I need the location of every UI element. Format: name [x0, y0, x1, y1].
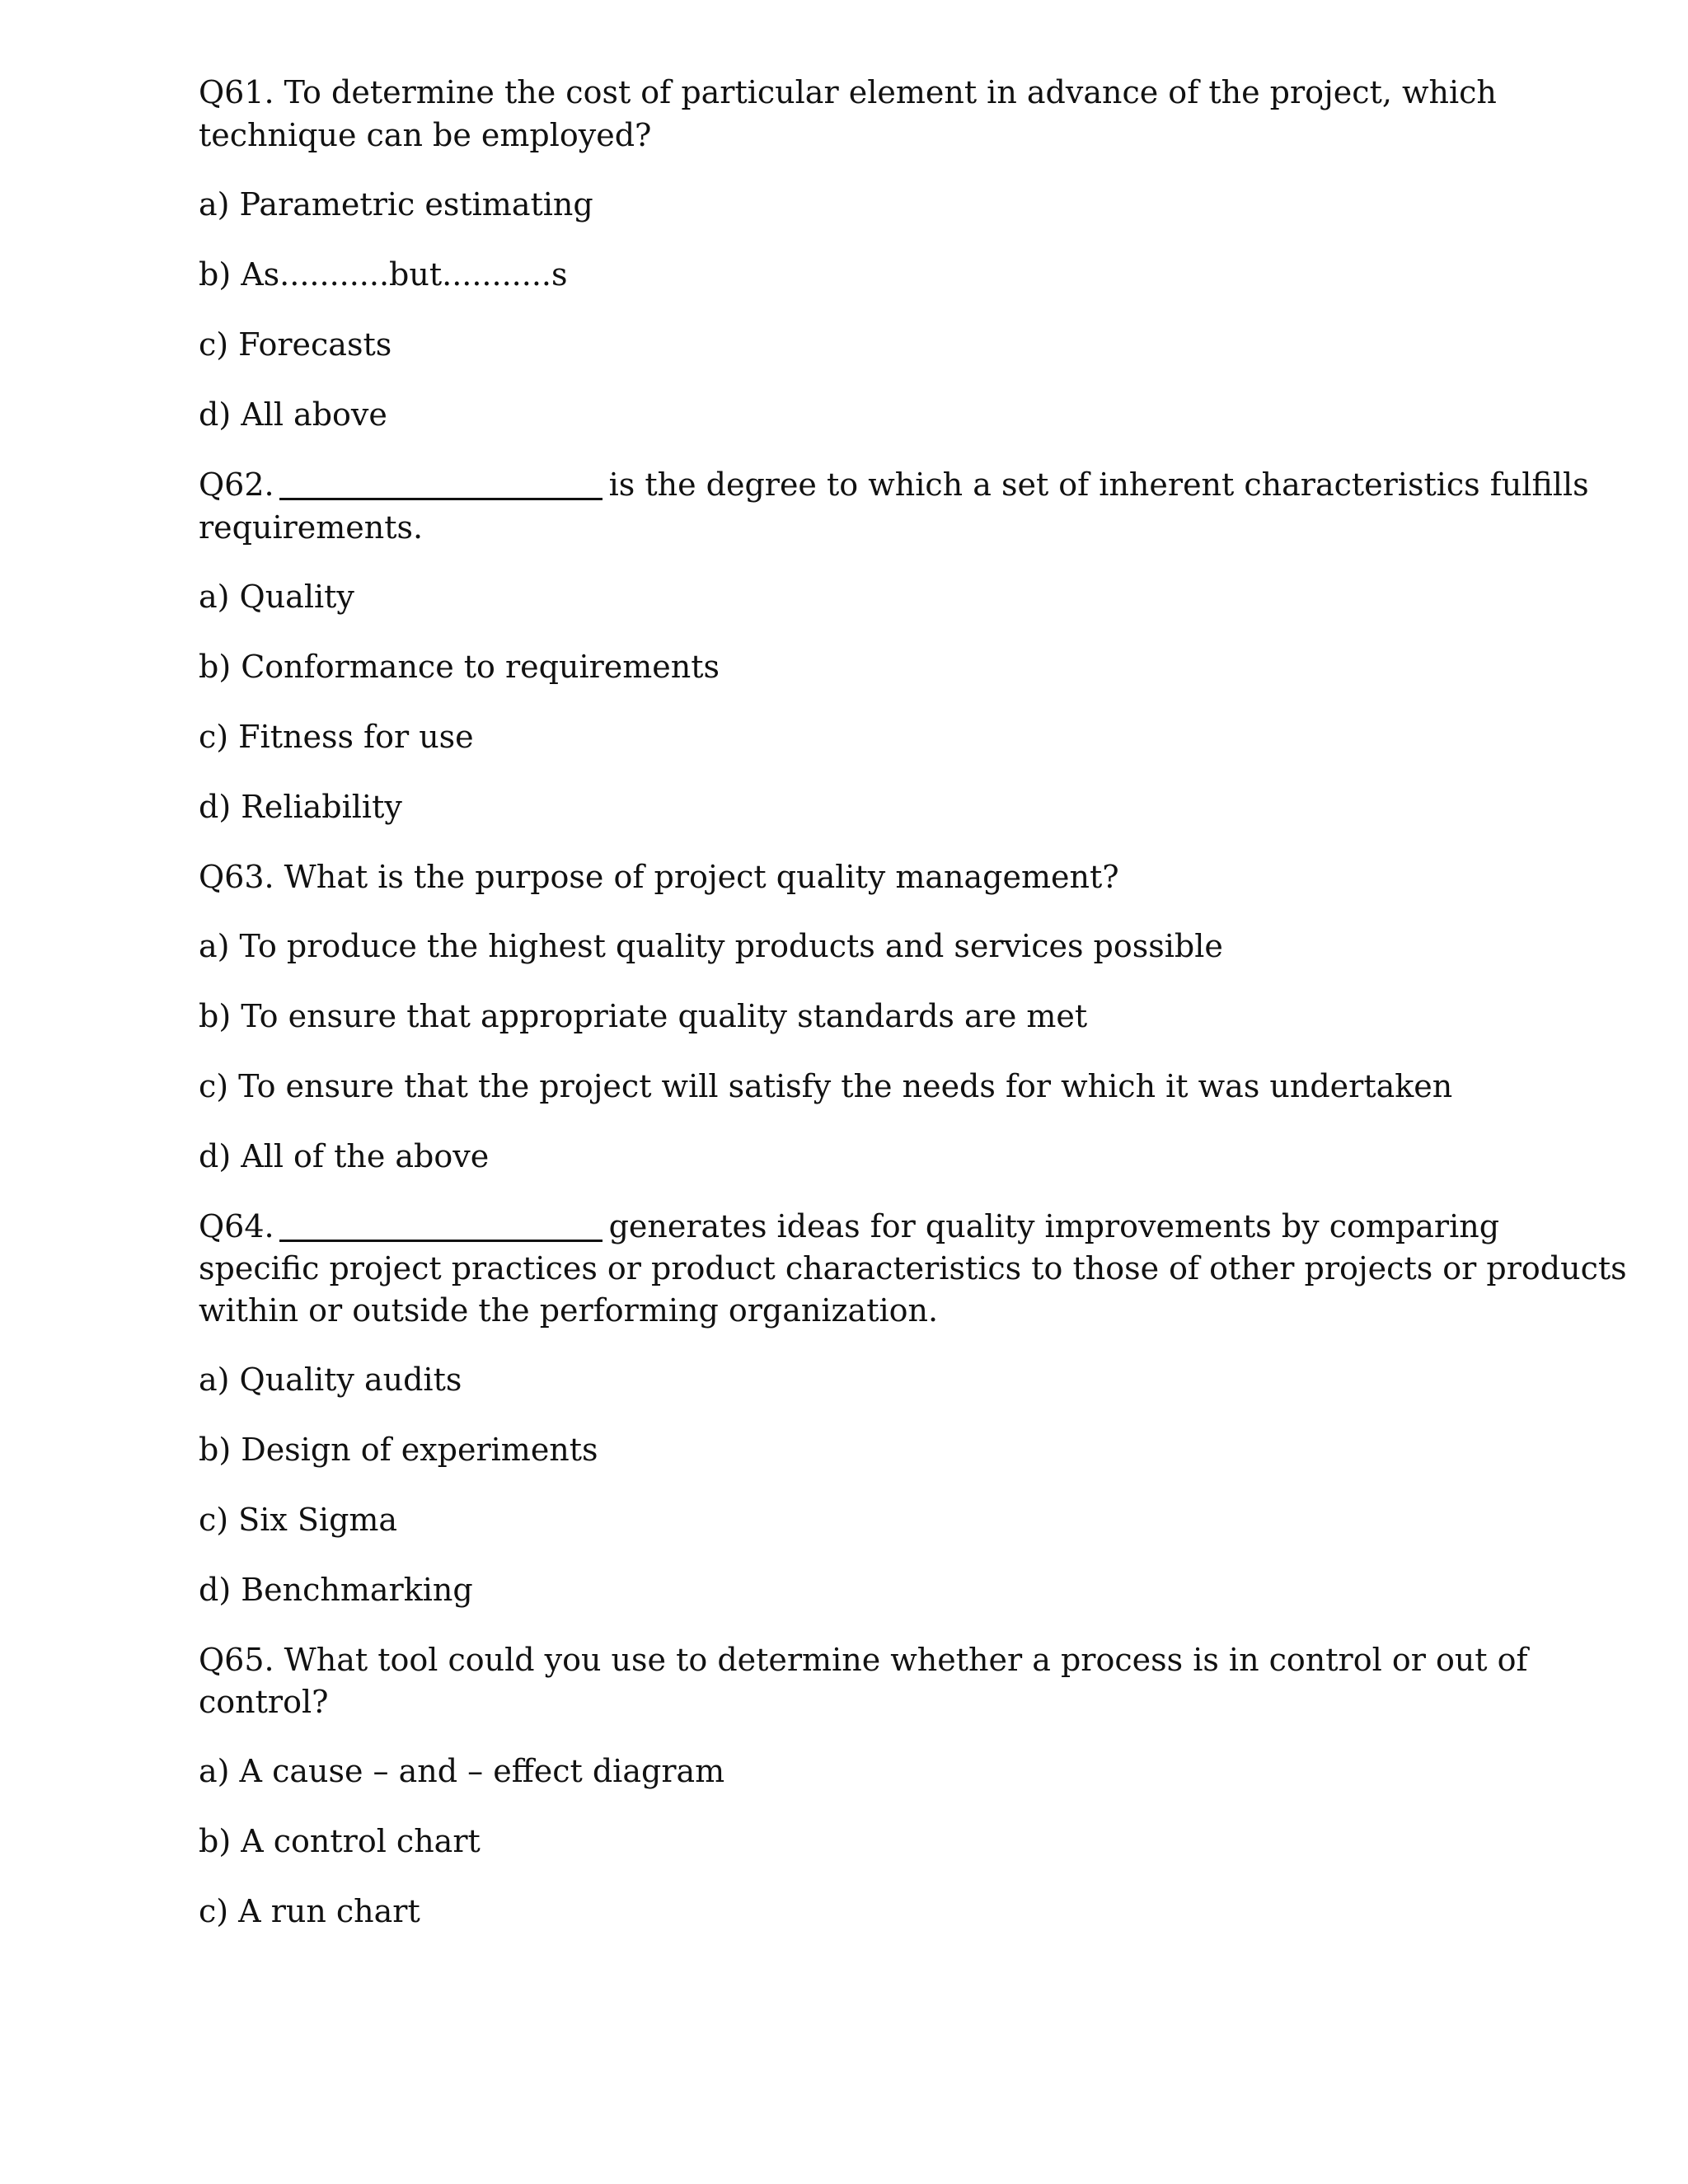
q64-stem-line-3: within or outside the performing organization. — [199, 1292, 939, 1329]
q64-option-b: b) Design of experiments — [199, 1432, 598, 1468]
q64-stem-line-1 — [199, 1205, 1499, 1248]
q62-stem-text: is the degree to which a set of inherent characteristics fulfills — [608, 466, 1589, 503]
q62-option-d: d) Reliability — [199, 789, 402, 825]
q65-stem-line-2: control? — [199, 1684, 329, 1720]
q61-option-a: a) Parametric estimating — [199, 186, 593, 223]
q62-option-c: c) Fitness for use — [199, 719, 474, 755]
q63-stem-line-1: Q63. What is the purpose of project quality management? — [199, 859, 1119, 895]
q64-option-a: a) Quality audits — [199, 1361, 462, 1398]
q64-stem-text: generates ideas for quality improvements by comparing — [608, 1208, 1500, 1244]
q64-number: Q64. — [199, 1208, 274, 1244]
q61-stem-line-2: technique can be employed? — [199, 117, 652, 153]
q62-stem-line-1 — [199, 463, 1589, 506]
q64-blank — [279, 1240, 603, 1242]
q63-option-d: d) All of the above — [199, 1138, 490, 1174]
q61-stem-line-1: Q61. To determine the cost of particular element in advance of the project, which — [199, 74, 1497, 110]
q62-blank — [279, 498, 603, 500]
q62-option-a: a) Quality — [199, 579, 354, 615]
q61-option-c: c) Forecasts — [199, 326, 392, 363]
q62-number: Q62. — [199, 466, 274, 503]
q63-option-c: c) To ensure that the project will satisfy the needs for which it was undertaken — [199, 1068, 1453, 1104]
q65-option-b: b) A control chart — [199, 1823, 481, 1859]
q65-option-a: a) A cause – and – effect diagram — [199, 1753, 725, 1789]
q63-option-a: a) To produce the highest quality products and services possible — [199, 928, 1223, 964]
q64-option-c: c) Six Sigma — [199, 1502, 398, 1538]
q61-option-b: b) As...........but...........s — [199, 256, 568, 293]
q65-option-c: c) A run chart — [199, 1893, 420, 1929]
q64-option-d: d) Benchmarking — [199, 1572, 473, 1608]
q63-option-b: b) To ensure that appropriate quality standards are met — [199, 998, 1088, 1034]
q64-stem-line-2: specific project practices or product characteristics to those of other projects or products — [199, 1250, 1627, 1286]
q65-stem-line-1: Q65. What tool could you use to determine whether a process is in control or out of — [199, 1642, 1528, 1678]
q61-option-d: d) All above — [199, 396, 387, 433]
q62-stem-line-2: requirements. — [199, 509, 424, 546]
q62-option-b: b) Conformance to requirements — [199, 649, 720, 685]
